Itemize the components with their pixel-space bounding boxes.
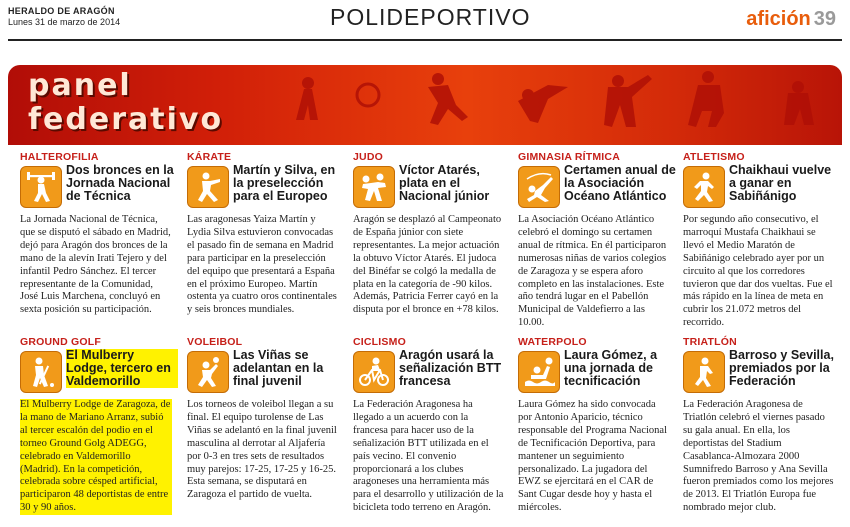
article-category: GIMNASIA RÍTMICA: [518, 151, 620, 163]
page-header: [0, 0, 850, 50]
article-category: JUDO: [353, 151, 383, 163]
article-body: Los torneos de voleibol llegan a su final. El equipo turolense de Las Viñas se adelantó en la final juvenil masculina al derrotar al Aljafería por 0-3 en tres sets de resultados muy parejos: 17-25, 17-25 y 16-25. Esta semana, se disputará en Zaragoza el partido de vuelta.: [187, 399, 337, 501]
karate-icon: [187, 166, 229, 208]
article-body: Aragón se desplazó al Campeonato de España júnior con siete representantes. La mejor actuación la obtuvo Víctor Atarés. El judoca del Binéfar se colgó la medalla de plata en la categoría de -90 kilos. Además, Patricia Ferrer cayó en la disputa por el bronce en +78 kilos.: [353, 214, 502, 316]
article-voleibol: [187, 336, 339, 502]
article-karate: [187, 151, 339, 317]
article-title: Víctor Atarés, plata en el Nacional júnior: [399, 163, 490, 203]
judo-icon: [353, 166, 395, 208]
article-halterofilia: [20, 151, 172, 317]
article-body: Laura Gómez ha sido convocada por Antonio Aparicio, técnico responsable del Programa Nacional de Tecnificación Deportiva, para mantener un seguimiento personalizado. La jugadora del EWZ se ejercitará en el CAR de Sant Cugar desde hoy y hasta el miércoles.: [518, 399, 667, 514]
article-title: Las Viñas se adelantan en la final juvenil: [233, 348, 324, 388]
article-category: GROUND GOLF: [20, 336, 101, 348]
article-atletismo: [683, 151, 835, 330]
banner-title: [28, 69, 223, 137]
article-gimnasia: [518, 151, 676, 330]
rhythmic-gymnastics-icon: [518, 166, 560, 208]
article-title: Dos bronces en la Jornada Nacional de Técnica: [66, 163, 174, 203]
article-category: ATLETISMO: [683, 151, 745, 163]
article-category: WATERPOLO: [518, 336, 587, 348]
article-judo: [353, 151, 505, 317]
article-title: El Mulberry Lodge, tercero en Valdemorillo: [66, 349, 178, 388]
waterpolo-icon: [518, 351, 560, 393]
banner-line-1: panel: [28, 68, 132, 103]
article-category: VOLEIBOL: [187, 336, 243, 348]
newspaper-name: HERALDO DE ARAGÓN: [8, 6, 115, 16]
article-title: Aragón usará la señalización BTT francesa: [399, 348, 502, 388]
article-body: La Federación Aragonesa de Triatlón celebró el viernes pasado su gala anual. En ella, los deportistas del Stadium Casablanca-Almozara 2000 Sumnifredo Barroso y Ana Sevilla fueron premiados como los mejores de 2013. El Triatlón Europa fue nombrado mejor club.: [683, 399, 834, 514]
article-title: Laura Gómez, a una jornada de tecnificación: [564, 348, 658, 388]
article-body: El Mulberry Lodge de Zaragoza, de la mano de Mariano Arranz, subió al tercer escalón del podio en el torneo Ground Golg ADEGG, celebrado en Valdemorillo (Madrid). En la competición, celebrada sobre césped artificial, participaron 48 deportistas de entre 30 y 90 años.: [20, 399, 171, 514]
article-title: Certamen anual de la Asociación Océano Atlántico: [564, 163, 676, 203]
article-waterpolo: [518, 336, 670, 515]
article-ciclismo: [353, 336, 505, 515]
banner-line-2: federativo: [28, 102, 224, 137]
issue-date: Lunes 31 de marzo de 2014: [8, 17, 121, 27]
article-title: Martín y Silva, en la preselección para el Europeo: [233, 163, 336, 203]
newspaper-masthead: [8, 6, 120, 28]
running-icon: [683, 166, 725, 208]
weightlifting-icon: [20, 166, 62, 208]
article-body: Las aragonesas Yaiza Martín y Lydia Silva estuvieron convocadas el pasado fin de semana en Madrid para participar en la preselección del equipo que presentará a España en el próximo Europeo. Martín ostenta ya cuatro oros continentales y seis bronces mundiales.: [187, 214, 337, 316]
article-ground-golf: [20, 336, 172, 515]
brand-page: [746, 8, 836, 31]
article-category: CICLISMO: [353, 336, 406, 348]
section-title: POLIDEPORTIVO: [330, 4, 531, 30]
brand-name: afición: [746, 8, 811, 30]
article-category: HALTEROFILIA: [20, 151, 99, 163]
article-body: La Asociación Océano Atlántico celebró el domingo su certamen anual de rítmica. En él participaron numerosas niñas de varios colegios de Zaragoza y se espera aforo completo en las instalaciones. Este año tendrá lugar en el Pabellón Municipal de Valdefierro a las 10.00.: [518, 214, 667, 329]
page-number: 39: [813, 8, 836, 30]
cycling-icon: [353, 351, 395, 393]
article-title: Chaikhaui vuelve a ganar en Sabiñánigo: [729, 163, 832, 203]
panel-federativo-banner: [8, 65, 842, 145]
volleyball-icon: [187, 351, 229, 393]
article-category: KÁRATE: [187, 151, 232, 163]
triathlon-icon: [683, 351, 725, 393]
golf-icon: [20, 351, 62, 393]
header-rule: [8, 39, 842, 41]
article-body: La Jornada Nacional de Técnica, que se disputó el sábado en Madrid, dejó para Aragón dos bronces de la mano de la alevín Irati Tejero y del infantil Pedro Sánchez. El tercer representante de la Comunidad, José Luis Marchena, concluyó en sexta posición su participación.: [20, 214, 171, 316]
article-category: TRIATLÓN: [683, 336, 737, 348]
article-body: Por segundo año consecutivo, el marroquí Mustafa Chaikhaui se llevó el Medio Maratón de Sabiñánigo celebrado ayer por un circuito al que los corredores tuvieron que dar dos vueltas. Fue el más rápido en la línea de meta en cubrir los 21.072 metros del recorrido.: [683, 214, 833, 329]
article-triatlon: [683, 336, 835, 515]
article-title: Barroso y Sevilla, premiados por la Federación: [729, 348, 834, 388]
article-body: La Federación Aragonesa ha llegado a un acuerdo con la francesa para hacer uso de la señalización BTT utilizada en el país vecino. El convenio proporcionará a los clubes aragoneses una herramienta más para el desarrollo y utilización de la bicicleta todo terreno en Aragón.: [353, 399, 504, 514]
